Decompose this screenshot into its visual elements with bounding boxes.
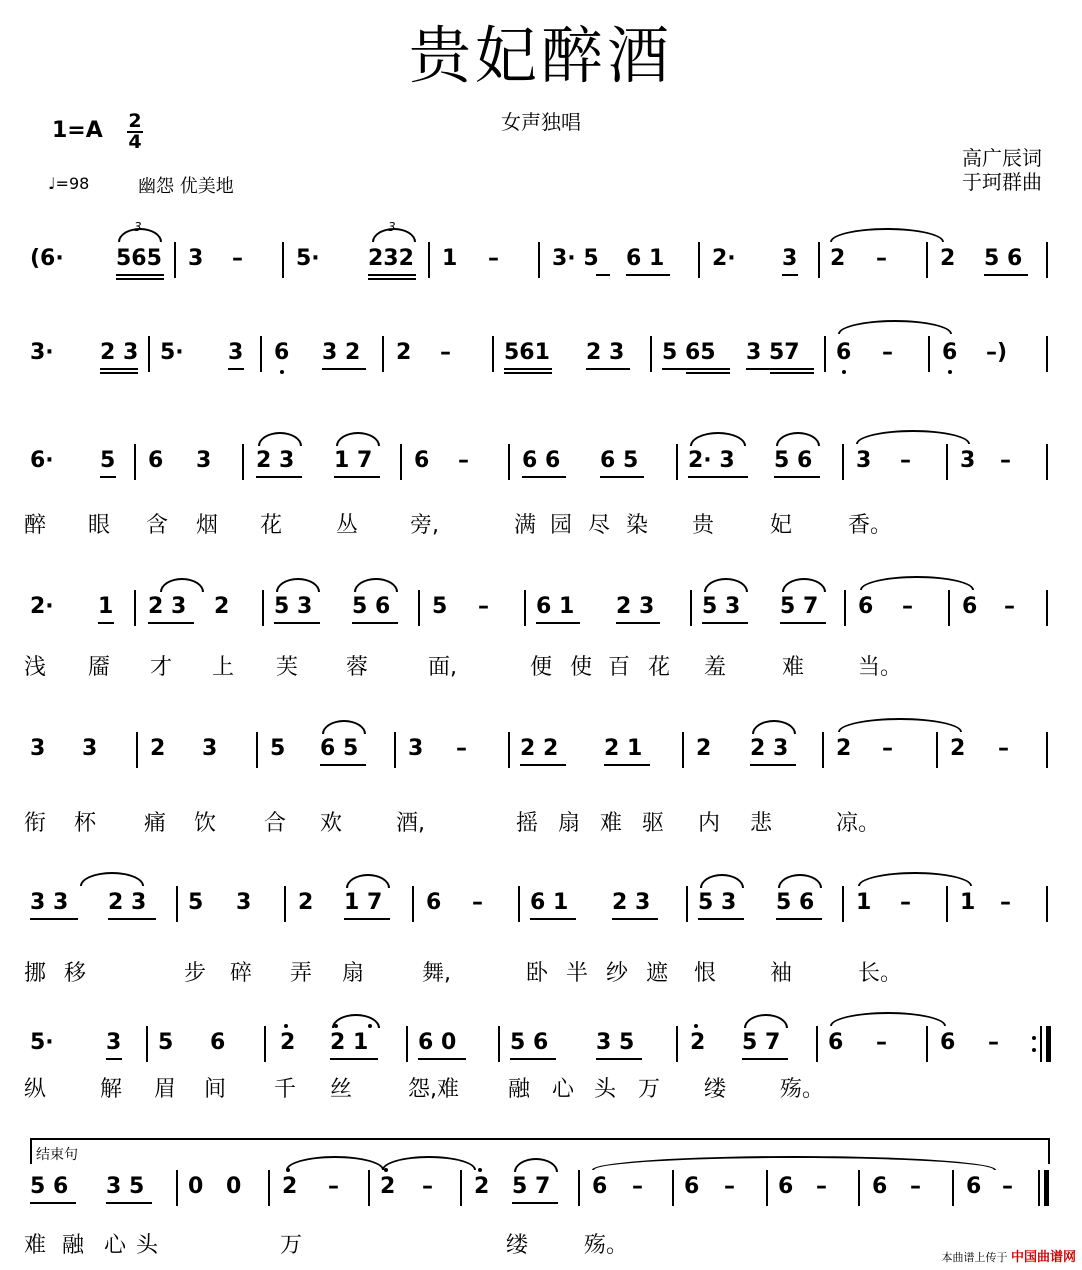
note: 0 [226, 1174, 242, 1199]
note: 3 [228, 340, 244, 365]
lyric-char: 头 [136, 1233, 159, 1258]
lyric-char: 怨,难 [408, 1077, 459, 1102]
note: 1 [442, 246, 458, 271]
lyric-char: 尽 [588, 513, 611, 538]
lyric-char: 心 [104, 1233, 127, 1258]
note: 5 3 [274, 594, 313, 619]
note: – [1004, 594, 1015, 619]
note: – [440, 340, 451, 365]
note: – [988, 1030, 999, 1055]
note: 5 6 [30, 1174, 69, 1199]
lyric-char: 园 [550, 513, 573, 538]
score-row-1: (6· 3 565 3 – 5· 3 232 1 – 3· 5 6 1 2· 3 2 – 2 5 6 [30, 242, 1052, 278]
lyric-char: 满 [514, 513, 537, 538]
lyric-char: 染 [626, 513, 649, 538]
note: 0 [188, 1174, 204, 1199]
lyric-char: 才 [150, 655, 173, 680]
lyric-char: 弄 [290, 961, 313, 986]
note: 6 [828, 1030, 844, 1055]
note: 5 3 [698, 890, 737, 915]
note: 3 [408, 736, 424, 761]
note: 3 [106, 1030, 122, 1055]
note: 6 [210, 1030, 226, 1055]
note: 6 [414, 448, 430, 473]
lyric-char: 难 [782, 655, 805, 680]
note: 2 3 [256, 448, 295, 473]
note: – [488, 246, 499, 271]
note: 2 [298, 890, 314, 915]
note: 565 [116, 246, 162, 271]
note: – [478, 594, 489, 619]
lyric-line-4 [24, 956, 1054, 986]
note: 5 6 [774, 448, 813, 473]
lyric-char: 百 [608, 655, 631, 680]
note: 6 [940, 1030, 956, 1055]
note: 5 7 [780, 594, 819, 619]
note: 6· [30, 448, 54, 473]
note: 2 [940, 246, 956, 271]
note: 3 2 [322, 340, 361, 365]
lyric-char: 浅 [24, 655, 47, 680]
lyric-char: 丛 [336, 513, 359, 538]
lyric-char: 千 [274, 1077, 297, 1102]
lyric-char: 融 [62, 1233, 85, 1258]
lyric-char: 羞 [704, 655, 727, 680]
note: 5 3 [702, 594, 741, 619]
lyric-char: 步 [184, 961, 207, 986]
note: 6 [942, 340, 958, 365]
lyric-char: 舞, [422, 961, 451, 986]
note: 5· [296, 246, 320, 271]
time-signature [126, 112, 144, 152]
lyric-char: 香。 [848, 513, 893, 538]
note: 2 [836, 736, 852, 761]
note: 6 5 [600, 448, 639, 473]
note: – [1000, 890, 1011, 915]
note: 3 5 [106, 1174, 145, 1199]
note: – [882, 736, 893, 761]
note: 2 [696, 736, 712, 761]
note: 3 5 [596, 1030, 635, 1055]
note: 5 6 [510, 1030, 549, 1055]
lyric-char: 凉。 [836, 811, 881, 836]
lyric-char: 驱 [642, 811, 665, 836]
note: 5 [188, 890, 204, 915]
lyric-char: 融 [508, 1077, 531, 1102]
note: 3 [960, 448, 976, 473]
note: –) [986, 340, 1008, 365]
note: 232 [368, 246, 414, 271]
note: 2 [282, 1174, 298, 1199]
note: 2· [30, 594, 54, 619]
note: 2 3 [612, 890, 651, 915]
note: 3 [856, 448, 872, 473]
note: 6 1 [626, 246, 665, 271]
note: 3 3 [30, 890, 69, 915]
key-signature: 1=A [52, 118, 103, 143]
lyric-char: 扇 [558, 811, 581, 836]
note: 6 [274, 340, 290, 365]
note: 2· 3 [688, 448, 735, 473]
lyric-char: 靥 [88, 655, 111, 680]
note: 6 [426, 890, 442, 915]
note: – [900, 448, 911, 473]
lyric-char: 醉 [24, 513, 47, 538]
note: 6 [592, 1174, 608, 1199]
note: 2 3 [750, 736, 789, 761]
lyric-char: 纱 [606, 961, 629, 986]
note: 3 [782, 246, 798, 271]
meter-bottom: 4 [128, 131, 142, 153]
lyric-char: 摇 [516, 811, 539, 836]
note: 3· 5 [552, 246, 599, 271]
note: 2 1 [604, 736, 643, 761]
note: 6 [858, 594, 874, 619]
note: 5 [100, 448, 116, 473]
lyric-char: 丝 [330, 1077, 353, 1102]
lyricist-credit: 高广辰词 [962, 146, 1042, 170]
lyric-char: 间 [204, 1077, 227, 1102]
note: 6 [966, 1174, 982, 1199]
note: 5 [432, 594, 448, 619]
note: 2 [830, 246, 846, 271]
lyric-char: 挪 [24, 961, 47, 986]
note: 3 57 [746, 340, 800, 365]
score-row-2 [30, 336, 1052, 372]
lyric-line-3 [24, 806, 1054, 836]
note: 6 [684, 1174, 700, 1199]
lyric-line-5 [24, 1072, 1054, 1102]
lyric-char: 内 [698, 811, 721, 836]
lyric-char: 便 [530, 655, 553, 680]
note: – [1000, 448, 1011, 473]
lyric-char: 恨 [694, 961, 717, 986]
note: 3 [188, 246, 204, 271]
note: 2 [280, 1030, 296, 1055]
note: – [232, 246, 243, 271]
meter-top: 2 [128, 110, 142, 132]
lyric-char: 衔 [24, 811, 47, 836]
lyric-char: 使 [570, 655, 593, 680]
lyric-line-6 [24, 1228, 1054, 1258]
lyric-char: 贵 [692, 513, 715, 538]
lyric-char: 花 [648, 655, 671, 680]
lyric-char: 移 [64, 961, 87, 986]
lyric-char: 难 [24, 1233, 47, 1258]
note: 6 5 [320, 736, 359, 761]
note: 6 [962, 594, 978, 619]
lyric-char: 万 [280, 1233, 303, 1258]
note: – [816, 1174, 827, 1199]
lyric-char: 扇 [342, 961, 365, 986]
lyric-char: 上 [212, 655, 235, 680]
note: 1 [960, 890, 976, 915]
tempo-marking: ♩=98 [48, 174, 90, 193]
score-row-6 [30, 886, 1052, 922]
score-row-4 [30, 590, 1052, 626]
lyric-char: 蓉 [346, 655, 369, 680]
note: 5 6 [776, 890, 815, 915]
note: 1 7 [334, 448, 373, 473]
note: – [472, 890, 483, 915]
note: – [328, 1174, 339, 1199]
lyric-line-1 [24, 508, 1054, 538]
note: – [910, 1174, 921, 1199]
note: 3 [236, 890, 252, 915]
song-title: 贵妃醉酒 [408, 19, 673, 92]
note: 1 [98, 594, 114, 619]
lyric-char: 殇。 [584, 1233, 629, 1258]
note: 5 7 [512, 1174, 551, 1199]
note: – [900, 890, 911, 915]
note: 3 [30, 736, 46, 761]
note: 1 7 [344, 890, 383, 915]
note: 5· [160, 340, 184, 365]
lyric-char: 纵 [24, 1077, 47, 1102]
note: 5· [30, 1030, 54, 1055]
note: 2 [150, 736, 166, 761]
note: – [632, 1174, 643, 1199]
note: 2 [380, 1174, 396, 1199]
note: – [876, 1030, 887, 1055]
lyric-line-2 [24, 650, 1054, 680]
note: 2· [712, 246, 736, 271]
lyric-char: 面, [428, 655, 457, 680]
lyric-char: 旁, [410, 513, 439, 538]
lyric-char: 烟 [196, 513, 219, 538]
note: 2 1 [330, 1030, 369, 1055]
note: – [456, 736, 467, 761]
lyric-char: 酒, [396, 811, 425, 836]
note: 6 1 [536, 594, 575, 619]
lyric-char: 万 [638, 1077, 661, 1102]
lyric-char: 卧 [526, 961, 549, 986]
score-row-5 [30, 732, 1052, 768]
note: 6 6 [522, 448, 561, 473]
score-row-7 [30, 1026, 1052, 1062]
note: 2 [690, 1030, 706, 1055]
lyric-char: 眉 [154, 1077, 177, 1102]
lyric-char: 半 [566, 961, 589, 986]
lyric-char: 杯 [74, 811, 97, 836]
upload-watermark [941, 1246, 1076, 1265]
lyric-char: 心 [552, 1077, 575, 1102]
note: 6 [872, 1174, 888, 1199]
lyric-char: 欢 [320, 811, 343, 836]
note: 5 6 [984, 246, 1023, 271]
note: 3 [196, 448, 212, 473]
lyric-char: 长。 [858, 961, 903, 986]
note: – [902, 594, 913, 619]
note: 6 1 [530, 890, 569, 915]
lyric-char: 殇。 [780, 1077, 825, 1102]
note: 5 [270, 736, 286, 761]
note: 5 6 [352, 594, 391, 619]
lyric-char: 头 [594, 1077, 617, 1102]
lyric-char: 痛 [144, 811, 167, 836]
note: 2 [474, 1174, 490, 1199]
lyric-char: 碎 [230, 961, 253, 986]
score-row-3 [30, 444, 1052, 480]
note: – [998, 736, 1009, 761]
note: 1 [856, 890, 872, 915]
note: 3 [82, 736, 98, 761]
note: 6 [148, 448, 164, 473]
note: 2 [396, 340, 412, 365]
note: 6 0 [418, 1030, 457, 1055]
note: 2 3 [586, 340, 625, 365]
ending-label: 结束句 [36, 1147, 78, 1163]
lyric-char: 饮 [194, 811, 217, 836]
score-row-8 [30, 1170, 1052, 1206]
note: (6· [30, 246, 64, 271]
note: – [458, 448, 469, 473]
note: 2 3 [148, 594, 187, 619]
site-logo: 中国曲谱网 [1010, 1250, 1076, 1265]
lyric-char: 袖 [770, 961, 793, 986]
footer-text: 本曲谱上传于 [941, 1251, 1008, 1264]
note: 5 [158, 1030, 174, 1055]
lyric-char: 当。 [858, 655, 903, 680]
note: – [422, 1174, 433, 1199]
note: – [876, 246, 887, 271]
note: 6 [836, 340, 852, 365]
lyric-char: 缕 [506, 1233, 529, 1258]
lyric-char: 难 [600, 811, 623, 836]
lyric-char: 合 [264, 811, 287, 836]
note: 6 [778, 1174, 794, 1199]
note: 3· [30, 340, 54, 365]
lyric-char: 芙 [276, 655, 299, 680]
note: 2 [214, 594, 230, 619]
note: 3 [202, 736, 218, 761]
note: – [882, 340, 893, 365]
lyric-char: 含 [146, 513, 169, 538]
performance-type: 女声独唱 [501, 110, 581, 134]
lyric-char: 缕 [704, 1077, 727, 1102]
lyric-char: 妃 [770, 513, 793, 538]
note: 5 7 [742, 1030, 781, 1055]
lyric-char: 悲 [750, 811, 773, 836]
note: 2 3 [108, 890, 147, 915]
expression-marking: 幽怨 优美地 [138, 176, 234, 197]
note: 5 65 [662, 340, 716, 365]
lyric-char: 花 [260, 513, 283, 538]
composer-credit: 于珂群曲 [962, 170, 1042, 194]
lyric-char: 解 [100, 1077, 123, 1102]
lyric-char: 遮 [646, 961, 669, 986]
note: 2 2 [520, 736, 559, 761]
note: 561 [504, 340, 550, 365]
note: 2 [950, 736, 966, 761]
lyric-char: 眼 [88, 513, 111, 538]
note: – [1002, 1174, 1013, 1199]
note: 2 3 [616, 594, 655, 619]
note: 2 3 [100, 340, 139, 365]
note: – [724, 1174, 735, 1199]
